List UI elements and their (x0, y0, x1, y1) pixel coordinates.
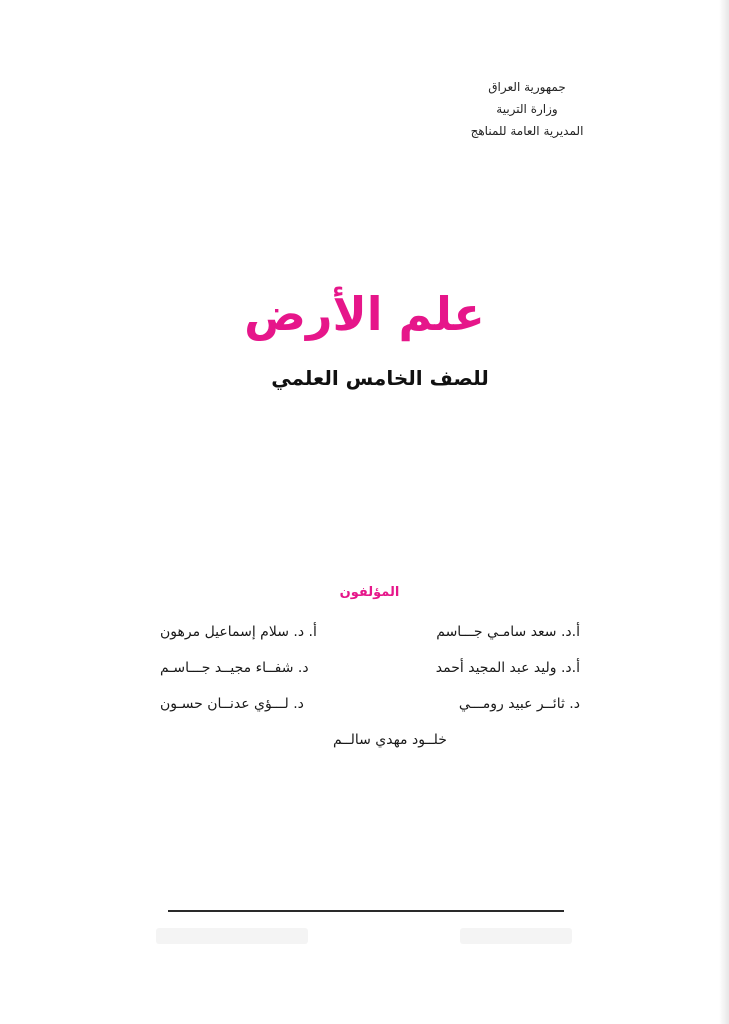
book-subtitle: للصف الخامس العلمي (271, 366, 489, 390)
author-name: أ.د. وليد عبد المجيد أحمد (435, 660, 580, 676)
author-name: أ. د. سلام إسماعيل مرهون (160, 624, 317, 640)
author-row (160, 618, 580, 654)
author-name: أ.د. سعد سامـي جـــاسم (436, 624, 580, 640)
author-name: خلــود مهدي سالــم (333, 732, 447, 748)
author-name: د. ثائــر عبيد رومـــي (458, 696, 580, 712)
author-row (160, 690, 580, 726)
issuer-header (417, 76, 637, 142)
authors-list (160, 618, 580, 762)
footer-faint-mark (460, 928, 572, 944)
issuer-ministry: وزارة التربية (496, 102, 558, 116)
authors-heading: المؤلفون (339, 585, 400, 600)
author-name: د. شفــاء مجيــد جـــاسـم (160, 660, 309, 676)
book-title: علم الأرض (244, 287, 485, 341)
author-row (160, 654, 580, 690)
footer-faint-mark (156, 928, 308, 944)
author-name: د. لـــؤي عدنــان حسـون (160, 696, 304, 712)
issuer-directorate: المديرية العامة للمناهج (470, 124, 584, 138)
footer-divider (168, 910, 564, 912)
issuer-republic: جمهورية العراق (488, 80, 566, 94)
page-edge-shadow (719, 0, 729, 1024)
